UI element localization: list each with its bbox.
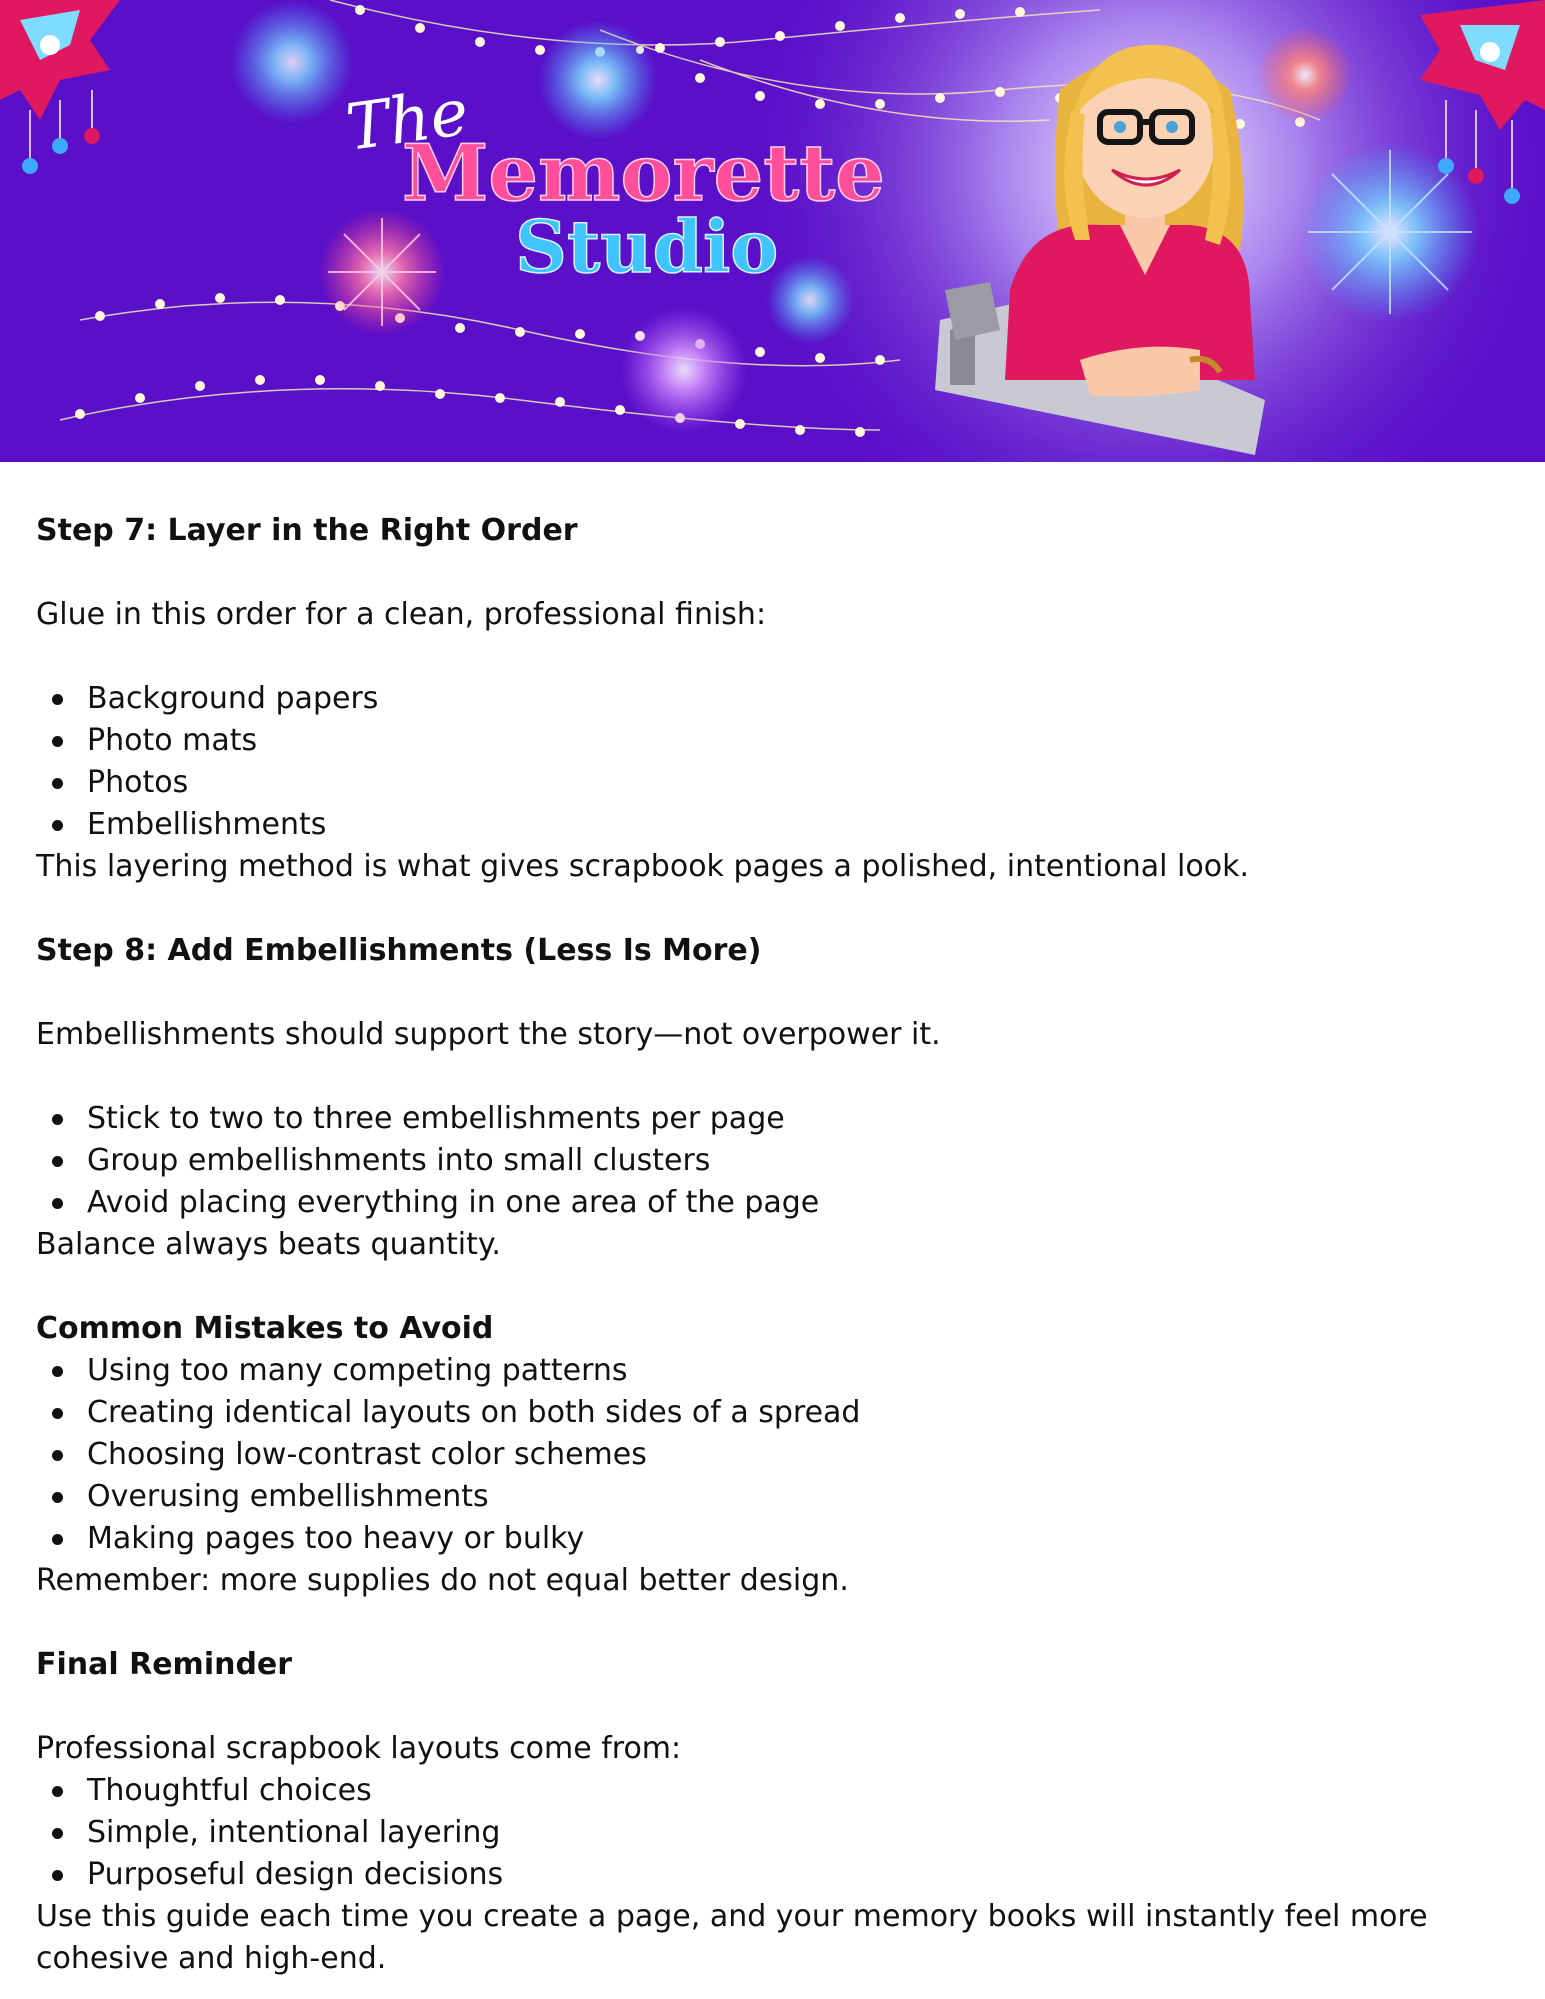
list-item: Photo mats xyxy=(36,720,1506,762)
final-list xyxy=(36,1770,1506,1896)
mistakes-outro: Remember: more supplies do not equal better design. xyxy=(36,1563,849,1598)
list-item: Simple, intentional layering xyxy=(36,1812,1506,1854)
step-8-heading: Step 8: Add Embellishments (Less Is More) xyxy=(36,933,762,968)
article-content xyxy=(36,510,1506,1980)
list-item: Group embellishments into small clusters xyxy=(36,1140,1506,1182)
final-reminder-heading: Final Reminder xyxy=(36,1647,293,1682)
final-outro-line-2: cohesive and high-end. xyxy=(36,1941,387,1976)
header-banner xyxy=(0,0,1545,462)
final-outro-line-1: Use this guide each time you create a page, and your memory books will instantly feel more xyxy=(36,1899,1428,1934)
step-7-intro: Glue in this order for a clean, professional finish: xyxy=(36,597,767,632)
list-item: Making pages too heavy or bulky xyxy=(36,1518,1506,1560)
list-item: Choosing low-contrast color schemes xyxy=(36,1434,1506,1476)
banner-artwork xyxy=(0,0,1545,462)
mistakes-list xyxy=(36,1350,1506,1560)
list-item: Background papers xyxy=(36,678,1506,720)
list-item: Purposeful design decisions xyxy=(36,1854,1506,1896)
list-item: Avoid placing everything in one area of the page xyxy=(36,1182,1506,1224)
list-item: Creating identical layouts on both sides of a spread xyxy=(36,1392,1506,1434)
logo-the-text: The xyxy=(341,75,473,166)
step-8-intro: Embellishments should support the story—not overpower it. xyxy=(36,1017,941,1052)
logo-studio-text: Studio xyxy=(515,204,779,289)
step-8-list xyxy=(36,1098,1506,1224)
list-item: Stick to two to three embellishments per page xyxy=(36,1098,1506,1140)
final-intro: Professional scrapbook layouts come from: xyxy=(36,1731,682,1766)
step-7-heading: Step 7: Layer in the Right Order xyxy=(36,513,578,548)
list-item: Thoughtful choices xyxy=(36,1770,1506,1812)
step-7-outro: This layering method is what gives scrapbook pages a polished, intentional look. xyxy=(36,849,1250,884)
logo-memorette-text: Memorette xyxy=(402,128,885,219)
list-item: Embellishments xyxy=(36,804,1506,846)
list-item: Overusing embellishments xyxy=(36,1476,1506,1518)
step-7-list xyxy=(36,678,1506,846)
step-8-outro: Balance always beats quantity. xyxy=(36,1227,501,1262)
list-item: Photos xyxy=(36,762,1506,804)
list-item: Using too many competing patterns xyxy=(36,1350,1506,1392)
mistakes-heading: Common Mistakes to Avoid xyxy=(36,1311,494,1346)
